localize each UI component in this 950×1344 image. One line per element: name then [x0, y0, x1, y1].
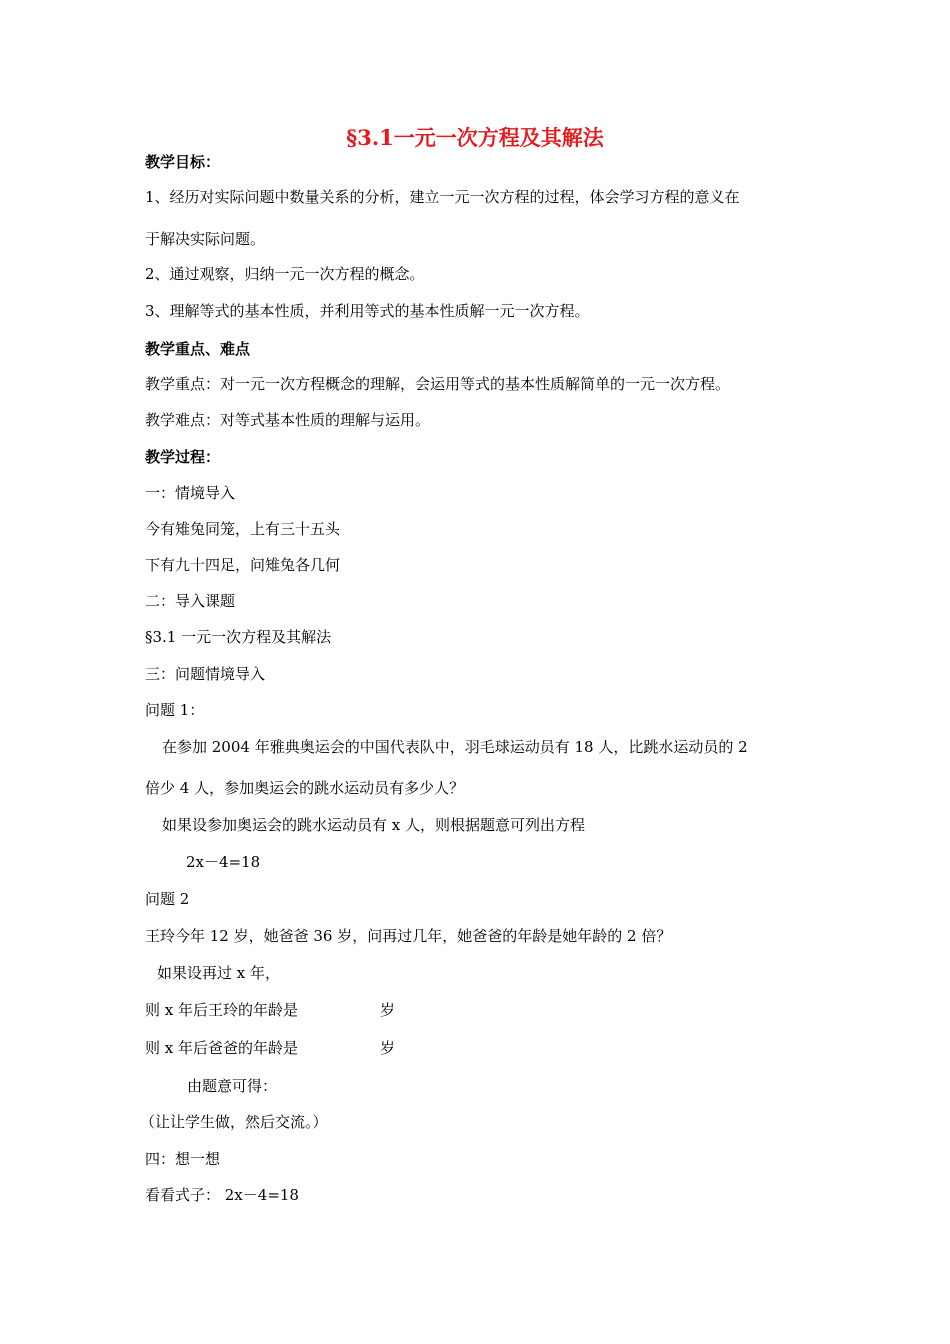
question-1-setup: 如果设参加奥运会的跳水运动员有 x 人，则根据题意可列出方程	[162, 816, 585, 834]
question-2-line-1-prefix: 则 x 年后王玲的年龄是	[145, 1001, 298, 1019]
question-2-setup: 如果设再过 x 年，	[157, 964, 280, 982]
objectives-heading: 教学目标：	[145, 153, 221, 171]
section-1-heading: 一：情境导入	[145, 484, 236, 502]
process-heading: 教学过程：	[145, 448, 221, 466]
section-4-line: 看看式子： 2x－4=18	[145, 1186, 299, 1204]
key-points-heading: 教学重点、难点	[145, 340, 251, 358]
key-focus: 教学重点：对一元一次方程概念的理解，会运用等式的基本性质解简单的一元一次方程。	[145, 375, 731, 393]
question-2-line-1	[145, 1000, 395, 1020]
question-1-text: 在参加 2004 年雅典奥运会的中国代表队中，羽毛球运动员有 18 人，比跳水运动员的 2	[162, 738, 748, 756]
question-2-line-2	[145, 1038, 395, 1058]
question-2-result: 由题意可得：	[187, 1077, 278, 1095]
section-2-heading: 二：导入课题	[145, 592, 236, 610]
page-title: §3.1一元一次方程及其解法	[346, 125, 604, 150]
question-2-note: （让让学生做，然后交流。）	[140, 1113, 328, 1131]
section-2-topic: §3.1 一元一次方程及其解法	[145, 628, 332, 646]
objective-item-3: 3、理解等式的基本性质，并利用等式的基本性质解一元一次方程。	[145, 302, 590, 320]
key-difficulty: 教学难点：对等式基本性质的理解与运用。	[145, 411, 431, 429]
question-2-label: 问题 2	[145, 890, 190, 908]
question-2-line-2-prefix: 则 x 年后爸爸的年龄是	[145, 1039, 298, 1057]
objective-item-1-continued: 于解决实际问题。	[145, 230, 266, 248]
question-1-label: 问题 1：	[145, 701, 205, 719]
question-2-line-1-unit: 岁	[380, 1001, 396, 1019]
riddle-line-2: 下有九十四足，问雉兔各几何	[145, 556, 341, 574]
question-1-equation: 2x－4=18	[186, 853, 261, 871]
question-2-line-2-unit: 岁	[380, 1039, 396, 1057]
section-4-heading: 四：想一想	[145, 1150, 221, 1168]
question-1-text-continued: 倍少 4 人，参加奥运会的跳水运动员有多少人？	[145, 779, 465, 797]
section-3-heading: 三：问题情境导入	[145, 665, 266, 683]
riddle-line-1: 今有雉兔同笼，上有三十五头	[145, 520, 341, 538]
question-2-text: 王玲今年 12 岁，她爸爸 36 岁，问再过几年，她爸爸的年龄是她年龄的 2 倍？	[145, 927, 672, 945]
objective-item-1: 1、经历对实际问题中数量关系的分析，建立一元一次方程的过程，体会学习方程的意义在	[145, 188, 740, 206]
objective-item-2: 2、通过观察，归纳一元一次方程的概念。	[145, 265, 425, 283]
